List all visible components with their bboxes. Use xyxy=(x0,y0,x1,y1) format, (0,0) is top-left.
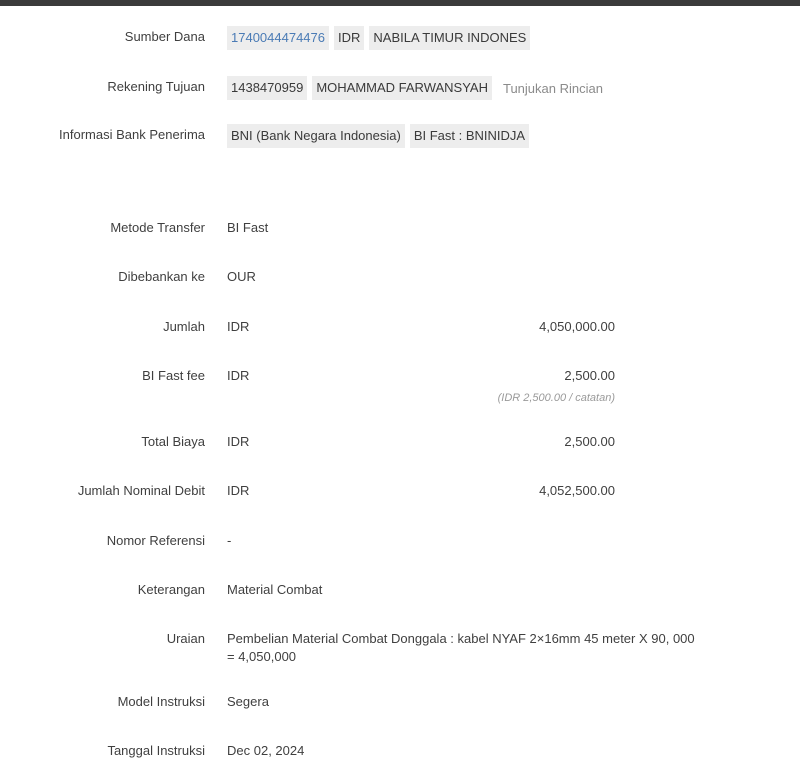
amount-value: 4,050,000.00 xyxy=(539,319,615,334)
destination-account-name: MOHAMMAD FARWANSYAH xyxy=(312,76,492,100)
reference-label: Nomor Referensi xyxy=(106,533,205,548)
source-currency: IDR xyxy=(334,26,364,50)
source-account-number[interactable]: 1740044474476 xyxy=(227,26,329,50)
description-value: Pembelian Material Combat Donggala : kabel NYAF 2×16mm 45 meter X 90, 000 = 4,050,000 xyxy=(227,631,695,664)
destination-label: Rekening Tujuan xyxy=(107,79,205,94)
instruction-model-label: Model Instruksi xyxy=(117,694,205,709)
debit-total-label: Jumlah Nominal Debit xyxy=(77,483,205,498)
destination-account-number: 1438470959 xyxy=(227,76,307,100)
amount-label: Jumlah xyxy=(163,319,205,334)
total-fee-currency: IDR xyxy=(227,434,250,449)
debit-total-value: 4,052,500.00 xyxy=(539,483,615,498)
fee-label: BI Fast fee xyxy=(142,368,205,383)
debit-total-currency: IDR xyxy=(227,483,250,498)
total-fee-label: Total Biaya xyxy=(141,434,205,449)
charged-to-value: OUR xyxy=(227,269,256,284)
bi-fast-code: BI Fast : BNINIDJA xyxy=(410,124,529,148)
source-chips xyxy=(227,26,535,50)
transfer-method-value: BI Fast xyxy=(227,220,269,235)
instruction-date-label: Tanggal Instruksi xyxy=(107,743,205,758)
source-label: Sumber Dana xyxy=(124,29,205,44)
instruction-model-value: Segera xyxy=(227,694,269,709)
instruction-date-value: Dec 02, 2024 xyxy=(227,743,305,758)
show-details-link[interactable]: Tunjukan Rincian xyxy=(502,80,603,96)
fee-note: (IDR 2,500.00 / catatan) xyxy=(497,392,615,404)
bank-info-chips xyxy=(227,124,534,148)
remarks-label: Keterangan xyxy=(137,582,205,597)
fee-value: 2,500.00 xyxy=(564,368,615,383)
remarks-value: Material Combat xyxy=(227,582,323,597)
amount-currency: IDR xyxy=(227,319,250,334)
source-account-name: NABILA TIMUR INDONES xyxy=(369,26,530,50)
fee-currency: IDR xyxy=(227,368,250,383)
total-fee-value: 2,500.00 xyxy=(564,434,615,449)
top-bar xyxy=(0,0,800,6)
bank-info-label: Informasi Bank Penerima xyxy=(59,127,205,142)
transfer-method-label: Metode Transfer xyxy=(110,220,205,235)
description-label: Uraian xyxy=(166,631,205,646)
bank-name: BNI (Bank Negara Indonesia) xyxy=(227,124,405,148)
reference-value: - xyxy=(227,533,232,548)
destination-chips xyxy=(227,76,603,100)
charged-to-label: Dibebankan ke xyxy=(118,269,205,284)
